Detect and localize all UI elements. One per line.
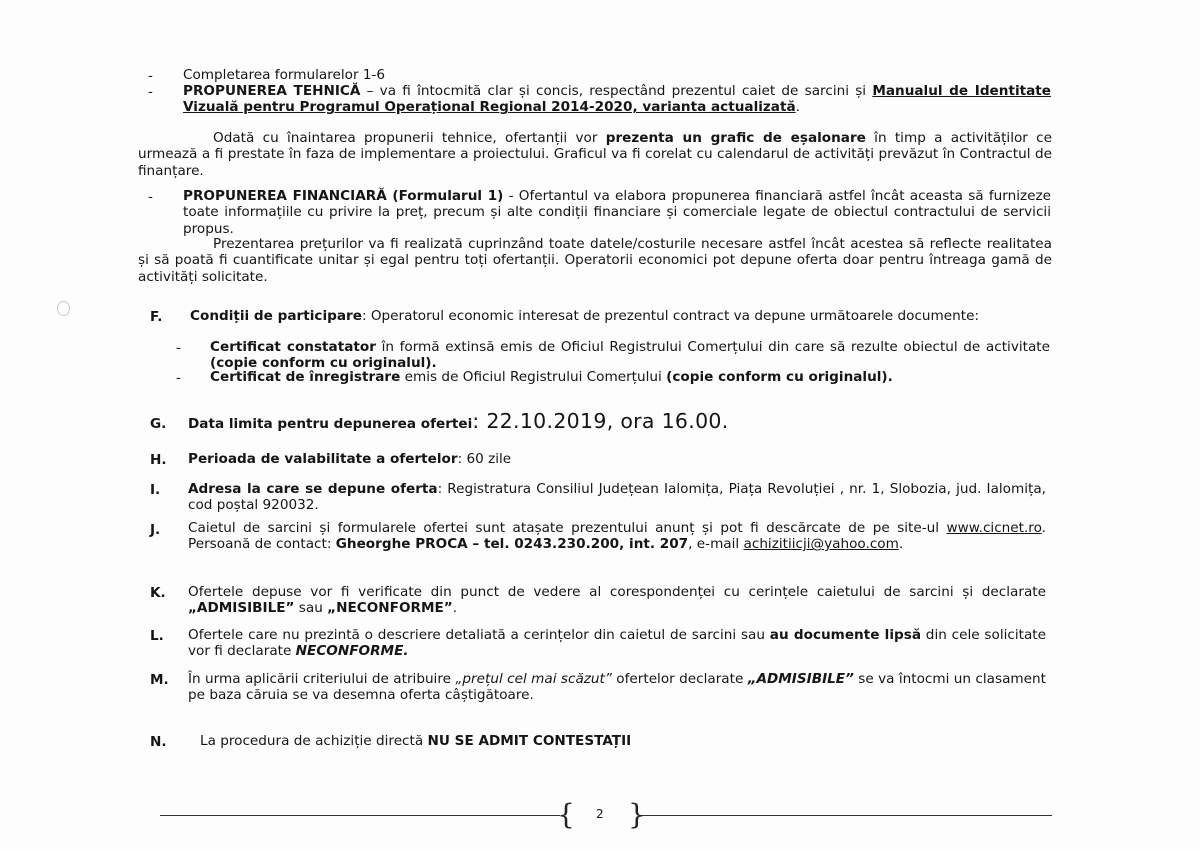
deadline-value: : 22.10.2019, ora 16.00. (472, 409, 729, 433)
list-dash: - (148, 68, 153, 84)
punch-hole-mark (57, 301, 70, 316)
technical-proposal-heading: PROPUNEREA TEHNICĂ (183, 83, 361, 99)
section-m-ranking: În urma aplicării criteriului de atribuire „prețul cel mai scăzut” ofertelor declarate „ADMISIBILE” se va întocmi un clasament pe baza căruia se va desemna oferta câștigătoare. (188, 671, 1046, 704)
section-f-item-registration: Certificat de înregistrare emis de Oficiul Registrului Comerțului (copie conform cu originalul). (210, 369, 893, 385)
footer-rule-right (642, 815, 1052, 816)
prices-paragraph: Prezentarea prețurilor va fi realizată cuprinzând toate datele/costurile necesare astfel încât acestea să reflecte realitatea și să poată fi cuantificate unitar și egal pentru toți ofertanții. Operatorii economici pot depune oferta doar pentru întreaga gamă de activități solicitate. (138, 236, 1052, 285)
section-letter-l: L. (150, 628, 164, 644)
section-l-nonconforming: Ofertele care nu prezintă o descriere detaliată a cerințelor din caietul de sarcini sau au documente lipsă din cele solicitate vor fi declarate NECONFORME. (188, 627, 1046, 660)
section-h-validity: Perioada de valabilitate a ofertelor: 60 zile (188, 451, 512, 467)
list-dash: - (176, 340, 181, 356)
section-letter-i: I. (150, 482, 161, 498)
financial-proposal-heading: PROPUNEREA FINANCIARĂ (Formularul 1) (183, 188, 504, 204)
visual-identity-manual-ref: Manualul de Identitate Vizuală pentru Programul Operațional Regional 2014-2020, varianta actualizată (183, 83, 1051, 116)
section-letter-k: K. (150, 585, 166, 601)
section-letter-m: M. (150, 672, 169, 688)
financial-proposal-paragraph: PROPUNEREA FINANCIARĂ (Formularul 1) - Ofertantul va elabora propunerea financiară astfel încât aceasta să furnizeze toate informațiile cu privire la preț, precum și alte condiții financiare și comerciale legate de obiectul contractului de servicii propus. (183, 188, 1051, 237)
section-j-documents: Caietul de sarcini și formularele ofertei sunt atașate prezentului anunț și pot fi descărcate de pe site-ul www.cicnet.ro. Persoană de contact: Gheorghe PROCA – tel. 0243.230.200, int. 207, e-mail achizitiicji@yahoo.com. (188, 520, 1046, 553)
list-dash: - (176, 370, 181, 386)
section-letter-g: G. (150, 416, 167, 432)
footer-brace-right: } (628, 798, 646, 831)
schedule-paragraph: Odată cu înaintarea propunerii tehnice, ofertanții vor prezenta un grafic de eșalonare în timp a activităților ce urmează a fi prestate în faza de implementare a proiectului. Graficul va fi corelat cu calendarul de activități prevăzut în Contractul de finanțare. (138, 130, 1052, 179)
page-number: 2 (596, 807, 604, 821)
section-g-deadline: Data limita pentru depunerea ofertei: 22.10.2019, ora 16.00. (188, 409, 729, 433)
section-letter-h: H. (150, 452, 167, 468)
section-f-item-certificate: Certificat constatator în formă extinsă emis de Oficiul Registrului Comerțului din care să rezulte obiectul de activitate (copie conform cu originalul). (210, 339, 1050, 372)
section-letter-j: J. (150, 522, 161, 538)
contact-person: Gheorghe PROCA – tel. 0243.230.200, int. 207 (335, 536, 689, 553)
website-link[interactable]: www.cicnet.ro (946, 520, 1042, 536)
technical-proposal-paragraph: PROPUNEREA TEHNICĂ – va fi întocmită clar și concis, respectând prezentul caiet de sarcini și Manualul de Identitate Vizuală pentru Programul Operațional Regional 2014-2020, varianta actualizată. (183, 83, 1051, 116)
email-link[interactable]: achizitiicji@yahoo.com (743, 536, 899, 553)
section-f-participation: Condiții de participare: Operatorul economic interesat de prezentul contract va depune următoarele documente: (190, 308, 980, 324)
section-n-no-appeals: La procedura de achiziție directă NU SE ADMIT CONTESTAȚII (200, 733, 632, 749)
list-item-forms: Completarea formularelor 1-6 (183, 67, 386, 83)
section-letter-n: N. (150, 734, 167, 750)
footer-brace-left: { (557, 798, 575, 831)
section-letter-f: F. (150, 309, 163, 325)
list-dash: - (148, 84, 153, 100)
list-dash: - (148, 189, 153, 205)
footer-rule-left (160, 815, 560, 816)
section-k-verification: Ofertele depuse vor fi verificate din punct de vedere al corespondenței cu cerințele caietului de sarcini și declarate „ADMISIBILE” sau „NECONFORME”. (188, 584, 1046, 617)
section-i-address: Adresa la care se depune oferta: Registratura Consiliul Județean Ialomița, Piața Revoluției , nr. 1, Slobozia, jud. Ialomița, cod poștal 920032. (188, 481, 1046, 514)
